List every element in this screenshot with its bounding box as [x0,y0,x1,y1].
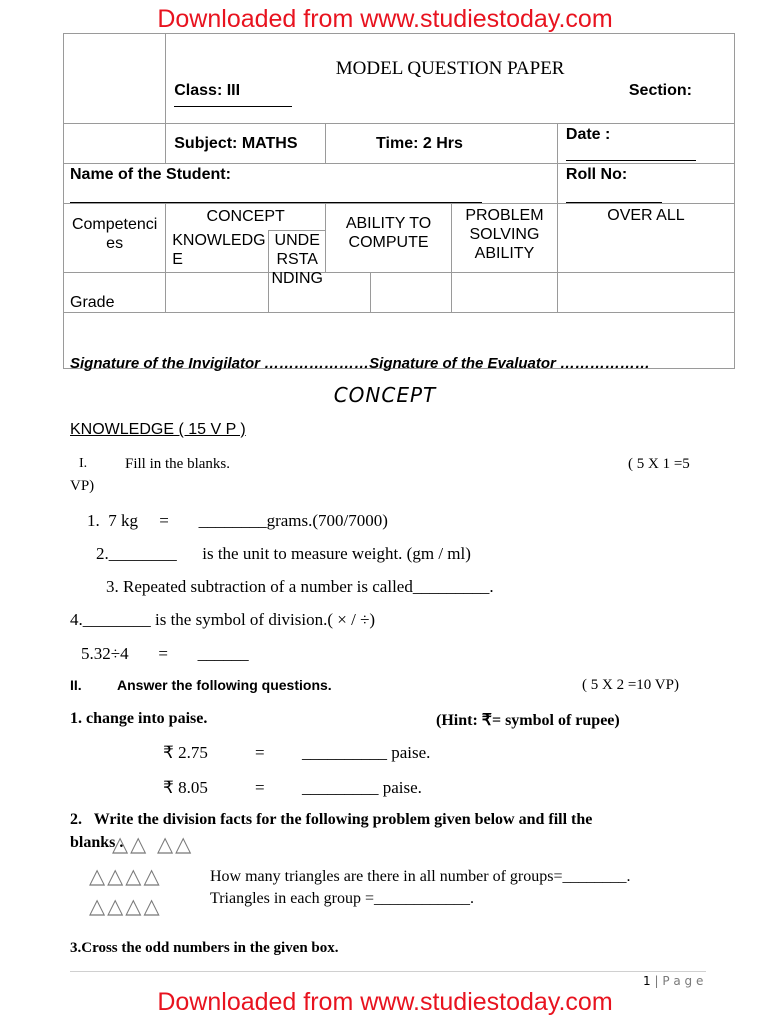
grade-cell [64,273,166,313]
roll-cell [557,164,734,204]
triangle-group-2: △△△△ [89,864,162,888]
grade-knowledge [166,273,269,313]
part1-instruction: Fill in the blanks. [125,456,230,472]
knowledge-cell [166,231,269,273]
page-number: 1 [643,974,651,988]
section-title: CONCEPT [333,383,437,407]
q3-text: 3.Cross the odd numbers in the given box. [70,940,339,956]
q1b-amount: ₹ 8.05 [163,778,208,797]
q1b-blank: _________ paise. [302,778,422,797]
signature-cell [64,313,735,372]
overall-label: OVER ALL [607,207,685,224]
time-cell [326,124,558,164]
competencies-cell [64,204,166,273]
triangle-group-3: △△△△ [89,894,162,918]
competencies-label: Competencies [71,216,158,252]
fill-item-4: 4.________ is the symbol of division.( × / ÷) [70,610,376,629]
part2-marks: ( 5 X 2 =10 VP) [582,677,679,693]
knowledge-col-label: KNOWLEDGE [172,231,266,268]
q1a-amount: ₹ 2.75 [163,743,208,762]
q1-hint: (Hint: ₹= symbol of rupee) [436,712,620,729]
student-name-label: Name of the Student: [70,166,231,183]
q2-line-1: 2. Write the division facts for the following problem given below and fill the [70,811,593,828]
watermark-top: Downloaded from www.studiestoday.com [157,5,613,33]
logo-cell [64,34,166,124]
understanding-col-label: UNDERSTANDING [271,232,323,287]
date-blank [566,160,696,161]
grade-understanding [269,273,370,313]
subject-cell [166,124,326,164]
student-name-cell [64,164,558,204]
problem-solving-cell [452,204,558,273]
understanding-cell [269,231,326,287]
time-label: Time: 2 Hrs [376,135,463,152]
triangle-group-1: △△ △△ [112,832,194,856]
ability-compute-cell [326,204,452,273]
fill-item-2: 2.________ is the unit to measure weight. (gm / ml) [96,544,471,563]
q1a-equals: = [255,743,265,762]
date-cell [557,124,734,164]
watermark-bottom: Downloaded from www.studiestoday.com [157,988,613,1016]
q1a-blank: __________ paise. [302,743,431,762]
part1-marks: ( 5 X 1 =5 [628,456,690,472]
part2-instruction: Answer the following questions. [117,677,332,693]
q1-text: 1. change into paise. [70,710,208,727]
class-blank [174,106,292,107]
concept-label: CONCEPT [206,208,285,225]
problem-solving-label: PROBLEM SOLVING ABILITY [465,207,544,262]
date-label: Date : [565,126,611,143]
class-label: Class: III [174,82,241,99]
q2-text-1: How many triangles are there in all number of groups=________. [210,868,631,885]
fill-item-1: 1. 7 kg = ________grams.(700/7000) [87,511,388,530]
footer-page [643,974,703,988]
grade-compute [370,273,451,313]
fill-item-5: 5.32÷4 = ______ [81,644,249,663]
ability-compute-label: ABILITY TO COMPUTE [345,215,432,251]
grade-overall [557,273,734,313]
fill-item-3: 3. Repeated subtraction of a number is called_________. [106,577,494,596]
overall-cell [557,204,734,273]
concept-cell [166,204,326,231]
paper-title: MODEL QUESTION PAPER [335,58,565,79]
q2-line-2: blanks . [70,834,124,851]
student-info-table [63,33,735,372]
page-label: | P a g e [654,974,704,988]
subject-label: Subject: MATHS [174,135,298,152]
title-cell [166,34,735,124]
footer-divider [70,971,706,972]
knowledge-heading: KNOWLEDGE ( 15 V P ) [70,421,246,438]
grade-label: Grade [70,294,115,311]
part1-marks-cont: VP) [70,478,95,494]
grade-problem [452,273,558,313]
logo-cell-lower [64,124,166,164]
q2-text-2: Triangles in each group =____________. [210,890,474,907]
q1b-equals: = [255,778,265,797]
roll-label: Roll No: [565,166,628,183]
part1-numeral: I. [79,456,88,471]
section-label: Section: [628,82,692,99]
signature-line: Signature of the Invigilator …………………Signature of the Evaluator ……………… [70,355,651,372]
part2-numeral: II. [70,677,82,693]
